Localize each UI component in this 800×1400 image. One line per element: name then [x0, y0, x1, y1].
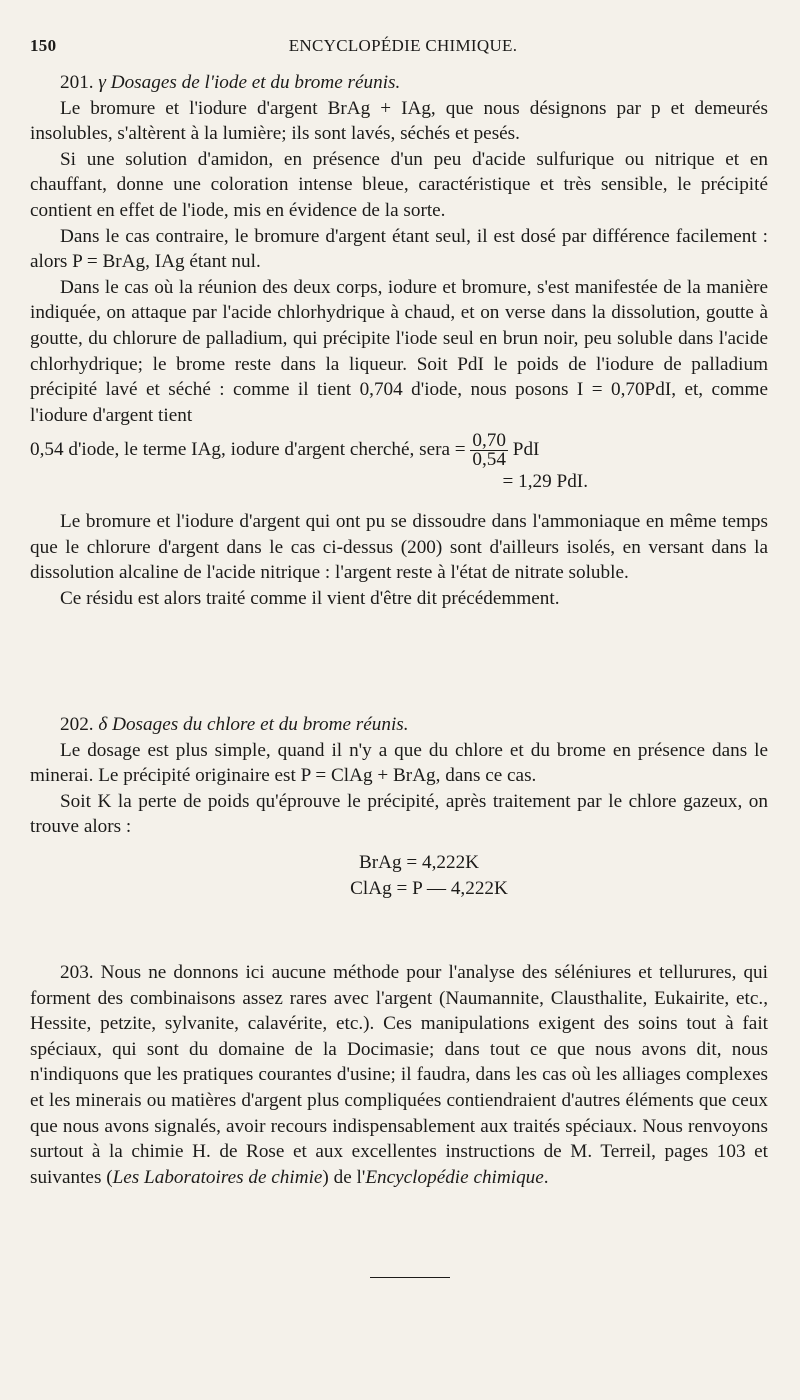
reference-connector: de l' [333, 1166, 366, 1188]
paragraph-text: 203. Nous ne donnons ici aucune méthode pour l'analyse des séléniures et tellurures, qui forment des combinaisons assez rares avec l'argent (Naumannite, Clausthalite, Eukairite, etc., Hessite, petzite, sylvanite, calavérite, etc.). Ces manipulations exigent des soins tout à fait spéciaux, qui sont du domaine de la Docimasie; dans tout ce que nous avons dit, nous n'indiquons que les pratiques courantes d'usine; il faudra, dans les cas où les alliages complexes et les minerais ou matières d'argent plus compliquées contiendraient d'autres éléments que ceux que nous avons signalés, avoir recours indispensablement aux traités spéciaux. Nous renvoyons surtout à la chimie H. de Rose et aux excellentes instructions de M. Terreil, pages 103 et suivantes [30, 962, 768, 1188]
running-header [30, 36, 776, 58]
section-greek-letter: δ [98, 714, 108, 735]
section-greek-letter: γ [98, 72, 106, 93]
paragraph: 203. Nous ne donnons ici aucune méthode pour l'analyse des séléniures et tellurures, qui forment des combinaisons assez rares avec l'argent (Naumannite, Clausthalite, Eukairite, etc., Hessite, petzite, sylvanite, calavérite, etc.). Ces manipulations exigent des soins tout à fait spéciaux, qui sont du domaine de la Docimasie; dans tout ce que nous avons dit, nous n'indiquons que les pratiques courantes d'usine; il faudra, dans les cas où les alliages complexes et les minerais ou matières d'argent plus compliquées contiendraient d'autres éléments que ceux que nous avons signalés, avoir recours indispensablement aux traités spéciaux. Nous renvoyons surtout à la chimie H. de Rose et aux excellentes instructions de M. Terreil, pages 103 et suivantes (Les Laboratoires de chimie) de l'Encyclopédie chimique. [30, 962, 768, 1188]
equation-result: = 1,29 PdI. [502, 471, 588, 493]
equation: ClAg = P — 4,222K [350, 877, 508, 899]
section-201-heading [30, 70, 768, 96]
paragraph: Le dosage est plus simple, quand il n'y a que du chlore et du brome en présence dans le minerai. Le précipité originaire est P = ClAg + BrAg, dans ce cas. [30, 739, 768, 787]
paragraph: Soit K la perte de poids qu'éprouve le précipité, après traitement par le chlore gazeux, on trouve alors : [30, 790, 768, 838]
equation-text: 0,54 d'iode, le terme IAg, iodure d'argent cherché, sera = [30, 439, 466, 461]
section-number: 201. [60, 72, 94, 93]
paragraph: Ce résidu est alors traité comme il vient d'être dit précédemment. [60, 587, 560, 609]
paragraph: Le bromure et l'iodure d'argent BrAg + IAg, que nous désignons par p et demeurés insolubles, s'altèrent à la lumière; ils sont lavés, séchés et pesés. [30, 97, 768, 145]
running-title: ENCYCLOPÉDIE CHIMIQUE. [288, 36, 518, 55]
paragraph: Si une solution d'amidon, en présence d'un peu d'acide sulfurique ou nitrique et en chauffant, donne une coloration intense bleue, caractéristique et très sensible, le précipité contient en effet de l'iode, mis en évidence de la sorte. [30, 148, 768, 221]
equation-tail: PdI [512, 439, 540, 461]
section-203 [30, 960, 768, 1190]
equation-line [30, 432, 768, 469]
section-202 [30, 712, 768, 901]
closing-rule [370, 1277, 450, 1278]
paragraph: Dans le cas contraire, le bromure d'argent étant seul, il est dosé par différence facilement : alors P = BrAg, IAg étant nul. [30, 225, 768, 273]
page-number: 150 [30, 36, 57, 55]
section-number: 202. [60, 714, 94, 735]
fraction-numerator: 0,70 [472, 430, 506, 452]
punctuation: . [543, 1166, 549, 1188]
reference-title: Les Laboratoires de chimie [112, 1166, 323, 1188]
reference-title: Encyclopédie chimique [365, 1166, 544, 1188]
section-title: Dosages du chlore et du brome réunis. [112, 714, 409, 735]
section-202-heading [30, 712, 768, 738]
section-title: Dosages de l'iode et du brome réunis. [110, 72, 401, 93]
paragraph: Le bromure et l'iodure d'argent qui ont pu se dissoudre dans l'ammoniaque en même temps que le chlorure d'argent dans le cas ci-dessus (200) sont d'ailleurs isolés, en versant dans la dissolution alcaline de l'acide nitrique : l'argent reste à l'état de nitrate soluble. [30, 510, 768, 584]
paragraph: Dans le cas où la réunion des deux corps, iodure et bromure, s'est manifestée de la manière indiquée, on attaque par l'acide chlorhydrique à chaud, et on verse dans la dissolution, goutte à goutte, du chlorure de palladium, qui précipite l'iode seul en brun noir, peu soluble dans l'acide chlorhydrique; le brome reste dans la liqueur. Soit PdI le poids de l'iodure de palladium précipité lavé et séché : comme il tient 0,704 d'iode, nous posons I = 0,70PdI, et, comme l'iodure d'argent tient [30, 276, 768, 426]
fraction [470, 432, 508, 469]
equation: BrAg = 4,222K [358, 851, 480, 873]
section-201 [30, 70, 768, 611]
fraction-denominator: 0,54 [472, 449, 506, 471]
